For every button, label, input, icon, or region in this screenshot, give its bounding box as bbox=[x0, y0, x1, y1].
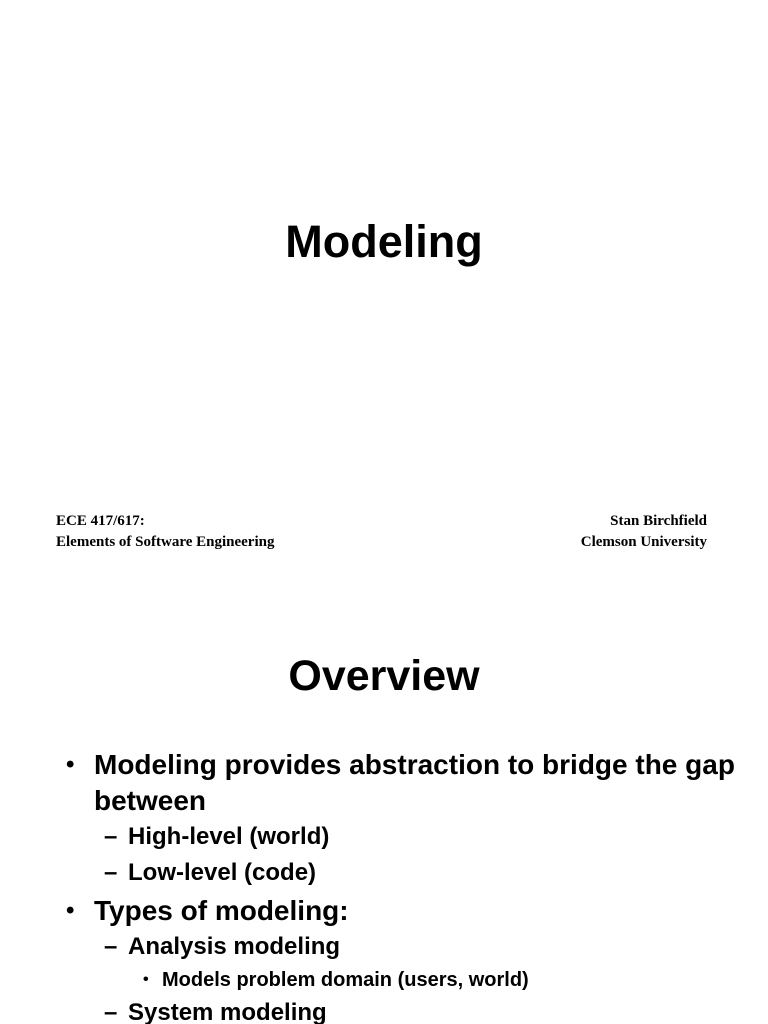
sub-bullet-item bbox=[94, 855, 752, 891]
sub-bullet-item bbox=[94, 929, 752, 995]
sub-bullet-text: Low-level (code) bbox=[128, 859, 317, 886]
dash-icon: – bbox=[104, 823, 118, 850]
sub-bullet-text: System modeling bbox=[128, 999, 327, 1024]
bullet-text: Modeling provides abstraction to bridge the gap between bbox=[94, 749, 735, 816]
author-info bbox=[581, 511, 707, 553]
course-info bbox=[56, 511, 274, 553]
course-name: Elements of Software Engineering bbox=[56, 534, 275, 550]
dash-icon: – bbox=[104, 859, 118, 886]
sub-bullet-text: High-level (world) bbox=[128, 823, 330, 850]
course-code: ECE 417/617: bbox=[56, 513, 145, 529]
bullet-list bbox=[62, 747, 752, 1024]
overview-slide bbox=[0, 576, 768, 1024]
bullet-icon: • bbox=[143, 971, 149, 988]
sub-sub-bullet-text: Models problem domain (users, world) bbox=[162, 969, 529, 991]
bullet-text: Types of modeling: bbox=[94, 895, 349, 926]
dash-icon: – bbox=[104, 999, 118, 1024]
bullet-item bbox=[62, 747, 752, 891]
sub-bullet-list bbox=[94, 819, 752, 891]
slide-title: Modeling bbox=[285, 216, 483, 267]
sub-sub-bullet-item bbox=[128, 965, 752, 995]
author-name: Stan Birchfield bbox=[610, 513, 707, 529]
slide-title: Overview bbox=[288, 652, 480, 700]
sub-bullet-text: Analysis modeling bbox=[128, 933, 341, 960]
sub-bullet-item bbox=[94, 819, 752, 855]
bullet-icon: • bbox=[66, 897, 75, 924]
sub-sub-bullet-list bbox=[128, 965, 752, 995]
sub-bullet-list bbox=[94, 929, 752, 1024]
sub-bullet-item bbox=[94, 995, 752, 1024]
bullet-icon: • bbox=[66, 751, 75, 778]
institution-name: Clemson University bbox=[580, 534, 707, 550]
dash-icon: – bbox=[104, 933, 118, 960]
bullet-item bbox=[62, 893, 752, 1024]
